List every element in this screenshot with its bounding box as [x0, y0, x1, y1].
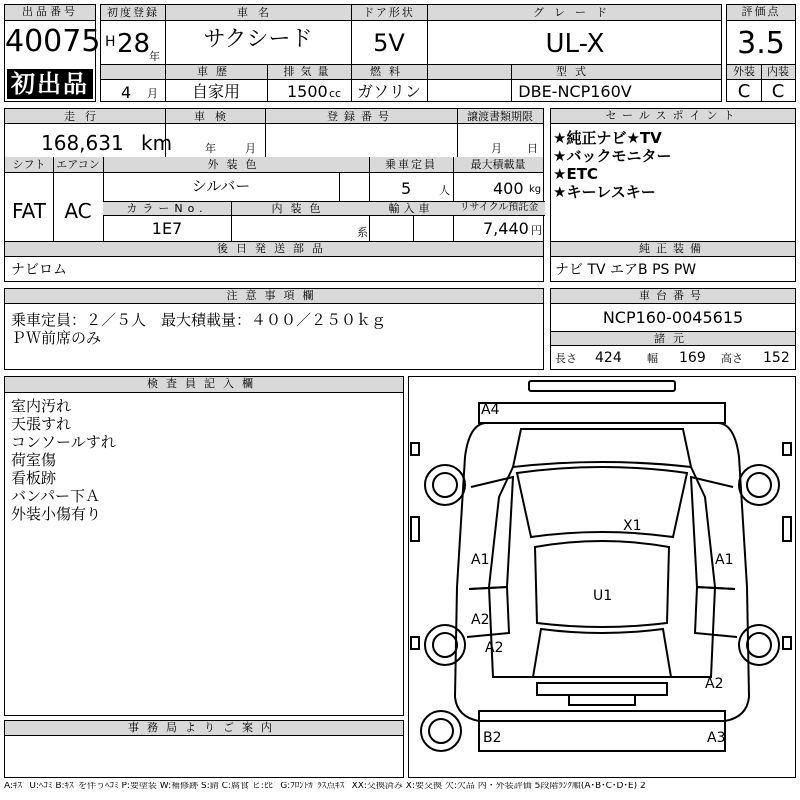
chassis-box — [550, 288, 796, 370]
sales-point-item: ★ETC — [553, 165, 598, 183]
damage-mark-u1: U1 — [593, 588, 613, 604]
height: 152 — [763, 350, 790, 366]
recycle-label: リサイクル預託金 — [459, 202, 539, 213]
inspection-month-unit: 月 — [245, 142, 256, 155]
transfer-label: 譲渡書類期限 — [467, 110, 533, 123]
sales-points-label: セールスポイント — [551, 109, 795, 124]
score-label: 評価点 — [727, 5, 795, 21]
reg-label: 初度登録 — [107, 6, 159, 19]
capacity: 5 — [401, 179, 412, 198]
model-code: DBE-NCP160V — [518, 82, 632, 101]
shift-label: シフト — [12, 158, 46, 171]
mileage-label: 走行 — [64, 110, 106, 123]
damage-map — [408, 376, 796, 778]
later-parts: ナビロム — [11, 262, 67, 278]
color-label: 外装色 — [207, 158, 265, 171]
damage-mark-x1: X1 — [623, 518, 642, 534]
inspector-note-item: 荷室傷 — [11, 451, 57, 469]
length: 424 — [595, 350, 622, 366]
inspector-notes — [11, 397, 116, 523]
door-label: ドア形状 — [363, 6, 415, 19]
note-line: ＰＷ前席のみ — [11, 329, 102, 347]
load-unit: kg — [529, 184, 542, 195]
details-block — [4, 108, 544, 282]
interior-color-label: 内装色 — [271, 202, 329, 215]
transfer-month-unit: 月 — [491, 142, 502, 155]
era: H — [105, 34, 116, 50]
reg-year: 28 — [117, 29, 151, 59]
legend: A:ｷｽﾞ U:ﾍｺﾐ B:ｷｽﾞを伴うﾍｺﾐ P:要塗装 W:補修跡 S:錆 C:腐食 ヒ:ﾋﾋﾞ G:ﾌﾛﾝﾄｶﾞﾗｽ点ｷｽﾞ XX:交換済み X:要交換 欠:欠品 内・外装評価 5段階ﾗﾝｸ順(A･B･C･D･E) 2 — [4, 782, 646, 791]
inspector-note-item: 外装小傷有り — [11, 505, 102, 523]
ac: AC — [64, 199, 92, 223]
load-label: 最大積載量 — [470, 158, 526, 171]
car-name: サクシード — [203, 27, 313, 52]
chassis-number: NCP160-0045615 — [602, 308, 744, 327]
chassis-label: 車台番号 — [551, 289, 795, 304]
history: 自家用 — [191, 82, 240, 101]
max-load: 400 — [493, 179, 524, 198]
mileage: 168,631 — [41, 131, 124, 155]
exterior-label: 外装 — [733, 65, 755, 78]
length-label: 長さ — [555, 352, 577, 365]
fuel-label: 燃料 — [370, 65, 408, 78]
history-label: 車歴 — [197, 65, 235, 78]
mileage-unit: km — [141, 131, 173, 155]
damage-mark-a2-left-door: A2 — [471, 612, 490, 628]
damage-mark-b2: B2 — [483, 730, 502, 746]
lot-box — [4, 4, 101, 102]
office-label: 事務局よりご案内 — [5, 721, 403, 736]
inspector-note-item: コンソールすれ — [11, 433, 116, 451]
later-parts-label: 後日発送部品 — [5, 241, 543, 257]
damage-mark-a4: A4 — [481, 402, 500, 418]
door-type: 5V — [373, 29, 405, 57]
transfer-day-unit: 日 — [527, 142, 538, 155]
reg-month: 4 — [121, 83, 132, 102]
shift: FAT — [11, 199, 46, 223]
inspector-box — [4, 376, 404, 716]
notes-box — [4, 288, 544, 370]
height-label: 高さ — [721, 352, 743, 365]
lot-label: 出品番号 — [5, 5, 95, 21]
damage-mark-a2-left-quarter: A2 — [485, 640, 504, 656]
first-listing-badge: 初出品 — [7, 69, 93, 99]
import-label: 輸入車 — [388, 202, 434, 215]
genuine-equipment-label: 純正装備 — [551, 241, 795, 257]
capacity-label: 乗車定員 — [385, 158, 437, 171]
damage-mark-a1-left: A1 — [471, 552, 490, 568]
recycle-fee: 7,440 — [483, 219, 529, 238]
damage-mark-a2-right-quarter: A2 — [705, 676, 724, 692]
ac-label: エアコン — [56, 158, 100, 171]
displacement: 1500 — [287, 82, 328, 101]
sales-point-item: ★純正ナビ★TV — [553, 129, 662, 147]
score-box — [726, 4, 796, 102]
damage-mark-a1-right: A1 — [715, 552, 734, 568]
inspector-note-item: 天張すれ — [11, 415, 72, 433]
vehicle-header — [100, 4, 722, 102]
damage-mark-a3: A3 — [707, 730, 726, 746]
sales-point-item: ★キーレスキー — [553, 183, 656, 201]
inspector-label: 検査員記入欄 — [5, 377, 403, 393]
capacity-unit: 人 — [439, 184, 450, 197]
month-unit: 月 — [147, 87, 158, 100]
notes-list — [11, 311, 386, 347]
inspection-year-unit: 年 — [205, 142, 216, 155]
width-label: 幅 — [647, 352, 658, 365]
inspector-note-item: 看板跡 — [11, 469, 57, 487]
score: 3.5 — [737, 26, 785, 61]
note-line: 乗車定員：２／５人 最大積載量：４００／２５０ｋｇ — [11, 311, 387, 329]
inspector-note-item: 室内汚れ — [11, 397, 72, 415]
grade-label: グレード — [533, 6, 617, 19]
color-no: 1E7 — [151, 219, 183, 238]
displacement-label: 排気量 — [283, 65, 335, 78]
body-color: シルバー — [191, 177, 251, 195]
lot-number: 40075 — [5, 24, 101, 59]
sales-point-item: ★バックモニター — [553, 147, 672, 165]
model-label: 型式 — [556, 65, 594, 78]
specs-label: 諸元 — [551, 331, 795, 346]
fuel: ガソリン — [356, 82, 421, 101]
plate-label: 登録番号 — [327, 110, 395, 123]
width: 169 — [679, 350, 706, 366]
interior-grade: C — [771, 81, 785, 102]
notes-label: 注意事項欄 — [5, 289, 543, 304]
year-unit: 年 — [149, 50, 160, 63]
recycle-unit: 円 — [531, 224, 542, 237]
exterior-grade: C — [737, 81, 751, 102]
inspector-note-item: バンパー下Ａ — [11, 487, 100, 505]
car-diagram — [409, 377, 795, 777]
genuine-equipment: ナビ TV エアB PS PW — [555, 262, 697, 278]
sales-points-list — [553, 129, 793, 201]
inspection-label: 車検 — [194, 110, 236, 123]
interior-color-unit: 系 — [357, 226, 368, 239]
name-label: 車名 — [237, 6, 279, 19]
office-box — [4, 720, 404, 778]
color-no-label: カラーNo. — [126, 202, 208, 215]
sales-points-box — [550, 108, 796, 282]
displacement-unit: cc — [329, 87, 342, 100]
grade: UL-X — [545, 29, 605, 59]
interior-label: 内装 — [767, 65, 789, 78]
